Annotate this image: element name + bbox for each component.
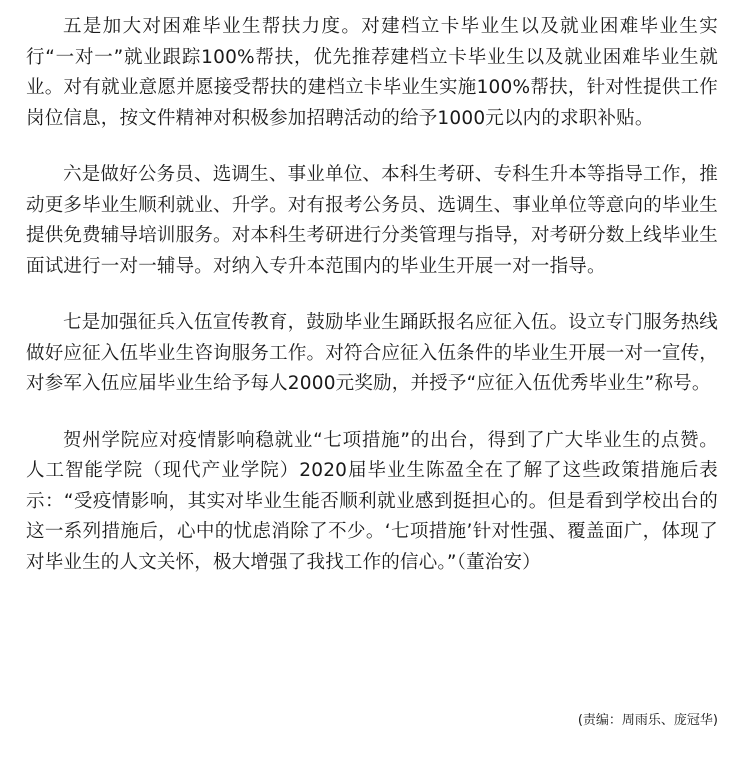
- paragraph-measure-six: 六是做好公务员、选调生、事业单位、本科生考研、专科生升本等指导工作，推动更多毕业生顺利就业、升学。对有报考公务员、选调生、事业单位等意向的毕业生提供免费辅导培训服务。对本科生考研进行分类管理与指导，对考研分数上线毕业生面试进行一对一辅导。对纳入专升本范围内的毕业生开展一对一指导。: [26, 164, 718, 277]
- paragraph-measure-seven: 七是加强征兵入伍宣传教育，鼓励毕业生踊跃报名应征入伍。设立专门服务热线做好应征入伍毕业生咨询服务工作。对符合应征入伍条件的毕业生开展一对一宣传，对参军入伍应届毕业生给予每人2000元奖励，并授予“应征入伍优秀毕业生”称号。: [26, 312, 718, 394]
- paragraph-student-response: 贺州学院应对疫情影响稳就业“七项措施”的出台，得到了广大毕业生的点赞。人工智能学院（现代产业学院）2020届毕业生陈盈全在了解了这些政策措施后表示：“受疫情影响，其实对毕业生能否顺利就业感到挺担心的。但是看到学校出台的这一系列措施后，心中的忧虑消除了不少。‘七项措施’针对性强、覆盖面广，体现了对毕业生的人文关怀，极大增强了我找工作的信心。”（董治安）: [26, 429, 718, 573]
- paragraph-measure-five: 五是加大对困难毕业生帮扶力度。对建档立卡毕业生以及就业困难毕业生实行“一对一”就业跟踪100%帮扶，优先推荐建档立卡毕业生以及就业困难毕业生就业。对有就业意愿并愿接受帮扶的建档立卡毕业生实施100%帮扶，针对性提供工作岗位信息，按文件精神对积极参加招聘活动的给予1000元以内的求职补贴。: [26, 16, 718, 129]
- editor-credit: (责编：周雨乐、庞冠华): [577, 713, 718, 728]
